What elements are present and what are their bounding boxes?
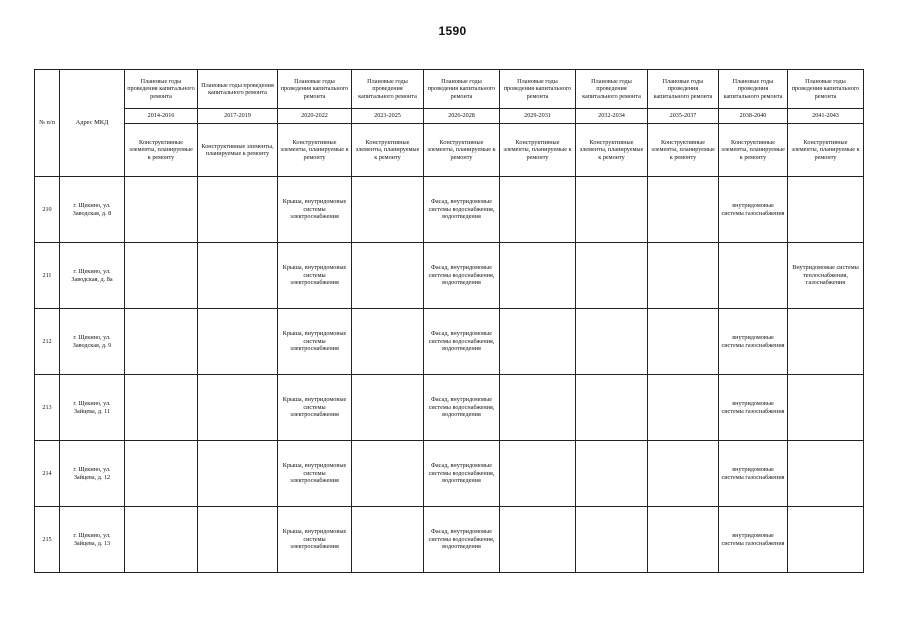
period-header: Плановые годы проведения капитального ремонта xyxy=(719,70,788,109)
planned-work-cell: внутридомовые системы газоснабжения xyxy=(719,309,788,375)
planned-work-cell xyxy=(648,309,719,375)
table-row xyxy=(35,243,864,309)
planned-work-cell xyxy=(198,375,278,441)
planned-work-cell xyxy=(125,441,198,507)
planned-work-cell xyxy=(500,309,576,375)
planned-work-cell: Крыша, внутридомовые системы электроснабжения xyxy=(278,243,352,309)
planned-work-cell xyxy=(576,375,648,441)
row-number: 213 xyxy=(35,375,60,441)
planned-work-cell xyxy=(352,507,424,573)
page-number: 1590 xyxy=(438,24,467,38)
planned-work-cell xyxy=(352,243,424,309)
planned-work-cell: Внутридомовые системы теплоснабжения, газоснабжения xyxy=(788,243,864,309)
planned-work-cell xyxy=(576,177,648,243)
planned-work-cell xyxy=(352,177,424,243)
planned-work-cell: Фасад, внутридомовые системы водоснабжения, водоотведения xyxy=(424,375,500,441)
planned-work-cell: внутридомовые системы газоснабжения xyxy=(719,507,788,573)
elements-subheader: Конструктивные элементы, планируемые к ремонту xyxy=(198,124,278,177)
table-header xyxy=(35,70,864,177)
planned-work-cell xyxy=(352,309,424,375)
row-number: 212 xyxy=(35,309,60,375)
header-row-periods xyxy=(35,70,864,109)
planned-work-cell xyxy=(198,243,278,309)
planned-work-cell: Фасад, внутридомовые системы водоснабжения, водоотведения xyxy=(424,177,500,243)
table-row xyxy=(35,375,864,441)
period-header: Плановые годы проведения капитального ремонта xyxy=(576,70,648,109)
table-row xyxy=(35,441,864,507)
planned-work-cell: Крыша, внутридомовые системы электроснабжения xyxy=(278,441,352,507)
period-years: 2035-2037 xyxy=(648,109,719,124)
elements-subheader: Конструктивные элементы, планируемые к ремонту xyxy=(719,124,788,177)
planned-work-cell: Фасад, внутридомовые системы водоснабжения, водоотведения xyxy=(424,243,500,309)
period-header: Плановые годы проведения капитального ремонта xyxy=(352,70,424,109)
period-header: Плановые годы проведения капитального ремонта xyxy=(500,70,576,109)
planned-work-cell xyxy=(719,243,788,309)
elements-subheader: Конструктивные элементы, планируемые к ремонту xyxy=(125,124,198,177)
planned-work-cell xyxy=(125,309,198,375)
period-header: Плановые годы проведения капитального ремонта xyxy=(198,70,278,109)
period-header: Плановые годы проведения капитального ремонта xyxy=(278,70,352,109)
capital-repair-table xyxy=(34,69,864,573)
period-years: 2032-2034 xyxy=(576,109,648,124)
planned-work-cell xyxy=(788,507,864,573)
planned-work-cell xyxy=(576,507,648,573)
planned-work-cell xyxy=(500,243,576,309)
planned-work-cell: внутридомовые системы газоснабжения xyxy=(719,441,788,507)
table-body xyxy=(35,177,864,573)
row-number: 215 xyxy=(35,507,60,573)
col-address-header: Адрес МКД xyxy=(60,70,125,177)
planned-work-cell xyxy=(648,441,719,507)
planned-work-cell: Крыша, внутридомовые системы электроснабжения xyxy=(278,177,352,243)
planned-work-cell xyxy=(648,243,719,309)
planned-work-cell xyxy=(198,507,278,573)
table-row xyxy=(35,309,864,375)
period-years: 2041-2043 xyxy=(788,109,864,124)
elements-subheader: Конструктивные элементы, планируемые к ремонту xyxy=(648,124,719,177)
planned-work-cell: Крыша, внутридомовые системы электроснабжения xyxy=(278,309,352,375)
planned-work-cell xyxy=(500,441,576,507)
planned-work-cell xyxy=(198,309,278,375)
planned-work-cell xyxy=(352,441,424,507)
elements-subheader: Конструктивные элементы, планируемые к ремонту xyxy=(576,124,648,177)
planned-work-cell: Крыша, внутридомовые системы электроснабжения xyxy=(278,507,352,573)
row-number: 214 xyxy=(35,441,60,507)
header-row-sub xyxy=(35,124,864,177)
planned-work-cell xyxy=(352,375,424,441)
period-years: 2023-2025 xyxy=(352,109,424,124)
planned-work-cell xyxy=(125,375,198,441)
elements-subheader: Конструктивные элементы, планируемые к ремонту xyxy=(424,124,500,177)
planned-work-cell xyxy=(125,243,198,309)
planned-work-cell xyxy=(648,507,719,573)
planned-work-cell xyxy=(500,507,576,573)
row-address: г. Щекино, ул. Зайцева, д. 12 xyxy=(60,441,125,507)
planned-work-cell xyxy=(198,177,278,243)
planned-work-cell: Фасад, внутридомовые системы водоснабжения, водоотведения xyxy=(424,507,500,573)
planned-work-cell: внутридомовые системы газоснабжения xyxy=(719,375,788,441)
col-number-header: № п/п xyxy=(35,70,60,177)
period-years: 2038-2040 xyxy=(719,109,788,124)
period-header: Плановые годы проведения капитального ремонта xyxy=(424,70,500,109)
header-row-years xyxy=(35,109,864,124)
period-years: 2029-2031 xyxy=(500,109,576,124)
row-address: г. Щекино, ул. Заводская, д. 8 xyxy=(60,177,125,243)
planned-work-cell xyxy=(125,507,198,573)
planned-work-cell xyxy=(788,375,864,441)
period-header: Плановые годы проведения капитального ремонта xyxy=(125,70,198,109)
row-address: г. Щекино, ул. Заводская, д. 8а xyxy=(60,243,125,309)
planned-work-cell xyxy=(788,441,864,507)
planned-work-cell: Фасад, внутридомовые системы водоснабжения, водоотведения xyxy=(424,441,500,507)
row-number: 210 xyxy=(35,177,60,243)
planned-work-cell xyxy=(788,309,864,375)
row-address: г. Щекино, ул. Зайцева, д. 13 xyxy=(60,507,125,573)
table-row xyxy=(35,177,864,243)
elements-subheader: Конструктивные элементы, планируемые к ремонту xyxy=(278,124,352,177)
planned-work-cell: Фасад, внутридомовые системы водоснабжения, водоотведения xyxy=(424,309,500,375)
planned-work-cell xyxy=(198,441,278,507)
period-header: Плановые годы проведения капитального ремонта xyxy=(788,70,864,109)
period-years: 2017-2019 xyxy=(198,109,278,124)
planned-work-cell xyxy=(576,441,648,507)
period-years: 2026-2028 xyxy=(424,109,500,124)
period-years: 2014-2016 xyxy=(125,109,198,124)
period-years: 2020-2022 xyxy=(278,109,352,124)
planned-work-cell xyxy=(788,177,864,243)
table-row xyxy=(35,507,864,573)
period-header: Плановые годы проведения капитального ремонта xyxy=(648,70,719,109)
row-address: г. Щекино, ул. Заводская, д. 9 xyxy=(60,309,125,375)
planned-work-cell xyxy=(648,375,719,441)
elements-subheader: Конструктивные элементы, планируемые к ремонту xyxy=(788,124,864,177)
planned-work-cell xyxy=(648,177,719,243)
planned-work-cell xyxy=(576,309,648,375)
planned-work-cell xyxy=(500,375,576,441)
elements-subheader: Конструктивные элементы, планируемые к ремонту xyxy=(500,124,576,177)
elements-subheader: Конструктивные элементы, планируемые к ремонту xyxy=(352,124,424,177)
planned-work-cell xyxy=(576,243,648,309)
row-address: г. Щекино, ул. Зайцева, д. 11 xyxy=(60,375,125,441)
planned-work-cell xyxy=(500,177,576,243)
row-number: 211 xyxy=(35,243,60,309)
planned-work-cell xyxy=(125,177,198,243)
planned-work-cell: внутридомовые системы газоснабжения xyxy=(719,177,788,243)
planned-work-cell: Крыша, внутридомовые системы электроснабжения xyxy=(278,375,352,441)
